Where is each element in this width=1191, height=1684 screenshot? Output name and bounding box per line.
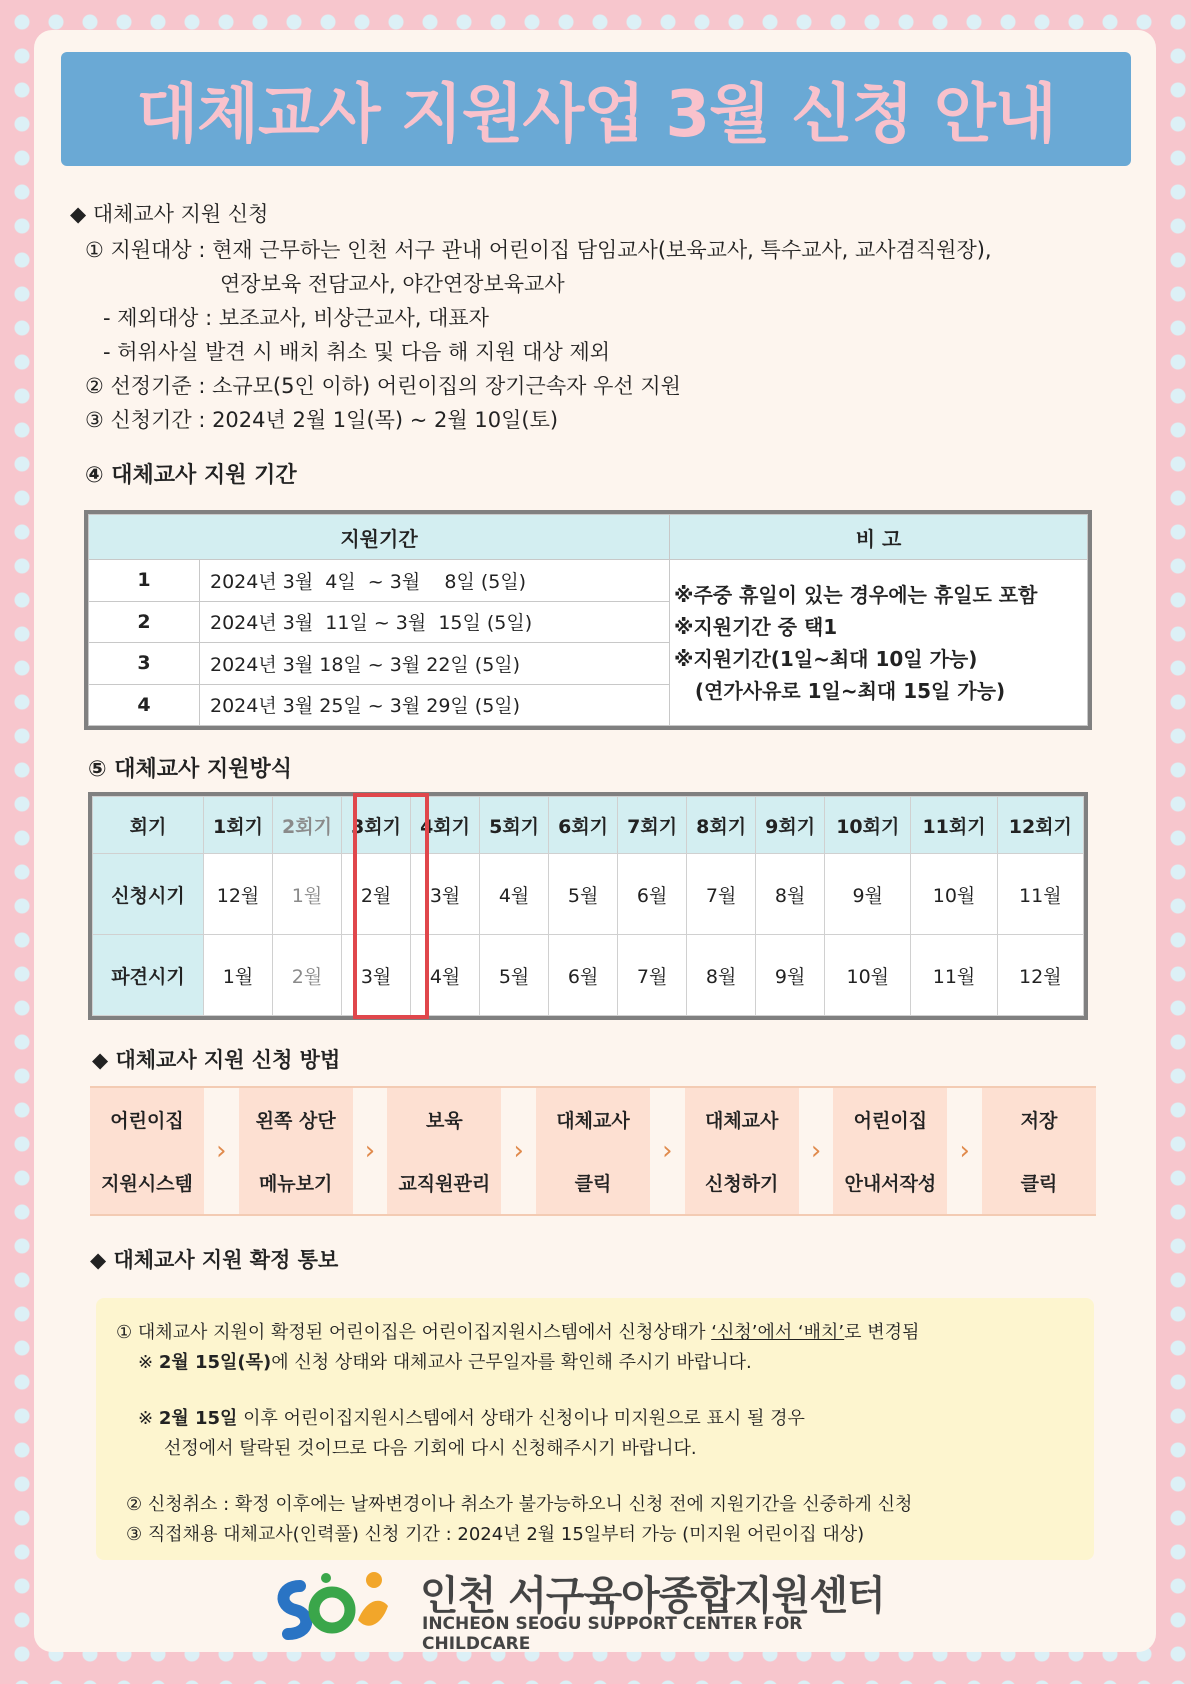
chevron-right-icon: › xyxy=(513,1136,524,1166)
dispatch-month-cell: 11월 xyxy=(911,935,997,1016)
apply-label: 신청시기 xyxy=(93,854,204,935)
step-bottom-label: 교직원관리 xyxy=(398,1173,491,1195)
title-banner xyxy=(61,52,1131,166)
note-line: ※지원기간(1일~최대 10일 가능) xyxy=(674,646,978,671)
step-bottom-label: 메뉴보기 xyxy=(258,1173,333,1195)
dispatch-month-cell: 9월 xyxy=(756,935,825,1016)
apply-month-cell: 3월 xyxy=(411,854,480,935)
round-header-cell: 11회기 xyxy=(911,797,997,854)
note-mark: ※ xyxy=(138,1352,159,1373)
round-schedule-table xyxy=(88,792,1088,1020)
round-header-cell: 4회기 xyxy=(411,797,480,854)
step-bottom-label: 클릭 xyxy=(574,1173,612,1195)
chevron-right-icon: › xyxy=(364,1136,376,1166)
apply-month-cell: 9월 xyxy=(825,854,911,935)
apply-month-cell: 2월 xyxy=(342,854,411,935)
chevron-right-icon: › xyxy=(959,1136,970,1166)
round-header-cell: 3회기 xyxy=(342,797,411,854)
step-top-label: 대체교사 xyxy=(704,1110,779,1132)
round-header-cell: 7회기 xyxy=(618,797,687,854)
row-date: 2024년 3월 11일 ~ 3월 15일 (5일) xyxy=(200,601,670,643)
step-top-label: 어린이집 xyxy=(110,1110,184,1132)
page-title: 대체교사 지원사업 3월 신청 안내 xyxy=(136,78,1056,152)
dispatch-month-cell: 3월 xyxy=(342,935,411,1016)
support-period-table xyxy=(84,510,1092,730)
round-header-cell: 10회기 xyxy=(825,797,911,854)
section4-heading: ④ 대체교사 지원 기간 xyxy=(85,463,297,488)
chevron-right-icon: › xyxy=(662,1136,673,1166)
apply-month-cell: 5월 xyxy=(549,854,618,935)
step-box xyxy=(239,1088,353,1214)
round-header-cell: 2회기 xyxy=(273,797,342,854)
round-header-cell: 6회기 xyxy=(549,797,618,854)
col-period-header: 지원기간 xyxy=(89,515,670,560)
step-box xyxy=(387,1088,501,1214)
dispatch-month-cell: 6월 xyxy=(549,935,618,1016)
notice-box xyxy=(96,1298,1094,1560)
section1-line-3: - 제외대상 : 보조교사, 비상근교사, 대표자 xyxy=(103,306,489,330)
section1-line-6: ③ 신청기간 : 2024년 2월 1일(목) ~ 2월 10일(토) xyxy=(85,408,559,432)
table-row xyxy=(89,560,1088,602)
dispatch-label: 파견시기 xyxy=(93,935,204,1016)
notice-text: ① 대체교사 지원이 확정된 어린이집은 어린이집지원시스템에서 신청상태가 xyxy=(116,1322,712,1343)
row-date: 2024년 3월 18일 ~ 3월 22일 (5일) xyxy=(200,643,670,685)
round-header-cell: 8회기 xyxy=(687,797,756,854)
note-line: (연가사유로 1일~최대 15일 가능) xyxy=(674,678,1006,703)
note-cell xyxy=(670,560,1088,726)
step-box xyxy=(685,1088,799,1214)
status-change-text: ‘신청’에서 ‘배치’ xyxy=(711,1322,845,1343)
notice-line-3 xyxy=(138,1404,805,1430)
apply-month-cell: 10월 xyxy=(911,854,997,935)
dispatch-month-cell: 8월 xyxy=(687,935,756,1016)
seogu-logo-icon xyxy=(270,1566,400,1644)
section1-line-2: 연장보육 전담교사, 야간연장보육교사 xyxy=(220,272,565,296)
step-bottom-label: 신청하기 xyxy=(704,1173,779,1195)
notice-line-5: ② 신청취소 : 확정 이후에는 날짜변경이나 취소가 불가능하오니 신청 전에 지원기간을 신중하게 신청 xyxy=(126,1494,913,1515)
center-name-korean: 인천 서구육아종합지원센터 xyxy=(420,1573,885,1619)
apply-month-cell: 12월 xyxy=(204,854,273,935)
dispatch-month-cell: 7월 xyxy=(618,935,687,1016)
section1-line-5: ② 선정기준 : 소규모(5인 이하) 어린이집의 장기근속자 우선 지원 xyxy=(85,374,681,398)
center-name-english: INCHEON SEOGU SUPPORT CENTER FOR CHILDCARE xyxy=(422,1614,803,1654)
notice-text: 에 신청 상태와 대체교사 근무일자를 확인해 주시기 바랍니다. xyxy=(271,1352,752,1373)
round-header-cell: 1회기 xyxy=(204,797,273,854)
step-box xyxy=(90,1088,204,1214)
dispatch-month-cell: 2월 xyxy=(273,935,342,1016)
notice-line-2 xyxy=(138,1348,752,1374)
apply-month-cell: 4월 xyxy=(480,854,549,935)
dispatch-month-cell: 12월 xyxy=(997,935,1083,1016)
apply-month-cell: 7월 xyxy=(687,854,756,935)
round-header-label: 회기 xyxy=(93,797,204,854)
apply-month-cell: 1월 xyxy=(273,854,342,935)
section5-heading: ⑤ 대체교사 지원방식 xyxy=(88,757,292,782)
step-top-label: 왼쪽 상단 xyxy=(255,1110,336,1132)
row-date: 2024년 3월 4일 ~ 3월 8일 (5일) xyxy=(200,560,670,602)
dispatch-month-cell: 4월 xyxy=(411,935,480,1016)
apply-month-cell: 6월 xyxy=(618,854,687,935)
section1-line-1: ① 지원대상 : 현재 근무하는 인천 서구 관내 어린이집 담임교사(보육교사, 특수교사, 교사겸직원장), xyxy=(85,238,992,262)
row-date: 2024년 3월 25일 ~ 3월 29일 (5일) xyxy=(200,684,670,726)
step-bottom-label: 클릭 xyxy=(1020,1173,1058,1195)
notice-text: 로 변경됨 xyxy=(844,1322,920,1343)
notice-text: 이후 어린이집지원시스템에서 상태가 신청이나 미지원으로 표시 될 경우 xyxy=(237,1408,805,1429)
notice-line-6: ③ 직접채용 대체교사(인력풀) 신청 기간 : 2024년 2월 15일부터 가능 (미지원 어린이집 대상) xyxy=(126,1524,865,1545)
step-box xyxy=(833,1088,947,1214)
dispatch-month-cell: 10월 xyxy=(825,935,911,1016)
step-bottom-label: 지원시스템 xyxy=(101,1173,193,1195)
notice-line-4: 선정에서 탈락된 것이므로 다음 기회에 다시 신청해주시기 바랍니다. xyxy=(164,1438,697,1459)
step-box xyxy=(536,1088,650,1214)
row-number: 4 xyxy=(89,684,200,726)
round-header-cell: 12회기 xyxy=(997,797,1083,854)
notice-heading: ◆ 대체교사 지원 확정 통보 xyxy=(90,1248,339,1272)
step-bottom-label: 안내서작성 xyxy=(844,1173,937,1195)
notice-line-1 xyxy=(116,1318,919,1344)
round-header-cell: 5회기 xyxy=(480,797,549,854)
chevron-right-icon: › xyxy=(216,1136,227,1166)
dispatch-month-cell: 5월 xyxy=(480,935,549,1016)
apply-month-cell: 8월 xyxy=(756,854,825,935)
row-number: 2 xyxy=(89,601,200,643)
row-number: 3 xyxy=(89,643,200,685)
step-top-label: 저장 xyxy=(1020,1110,1058,1132)
note-line: ※지원기간 중 택1 xyxy=(674,614,838,639)
note-mark: ※ xyxy=(138,1408,159,1429)
section1-line-4: - 허위사실 발견 시 배치 취소 및 다음 해 지원 대상 제외 xyxy=(103,340,611,364)
section1-heading: ◆ 대체교사 지원 신청 xyxy=(70,202,269,226)
step-top-label: 대체교사 xyxy=(556,1110,630,1132)
note-line: ※주중 휴일이 있는 경우에는 휴일도 포함 xyxy=(674,582,1038,607)
chevron-right-icon: › xyxy=(810,1136,822,1166)
dispatch-month-cell: 1월 xyxy=(204,935,273,1016)
notice-date: 2월 15일(목) xyxy=(158,1352,272,1373)
row-number: 1 xyxy=(89,560,200,602)
method-heading: ◆ 대체교사 지원 신청 방법 xyxy=(92,1048,341,1072)
notice-date: 2월 15일 xyxy=(158,1408,238,1429)
step-top-label: 어린이집 xyxy=(853,1110,928,1132)
apply-month-cell: 11월 xyxy=(997,854,1083,935)
application-steps xyxy=(90,1086,1096,1216)
step-top-label: 보육 xyxy=(425,1110,463,1132)
footer-logo xyxy=(270,1566,910,1654)
col-note-header: 비 고 xyxy=(670,515,1088,560)
round-header-cell: 9회기 xyxy=(756,797,825,854)
step-box xyxy=(982,1088,1096,1214)
